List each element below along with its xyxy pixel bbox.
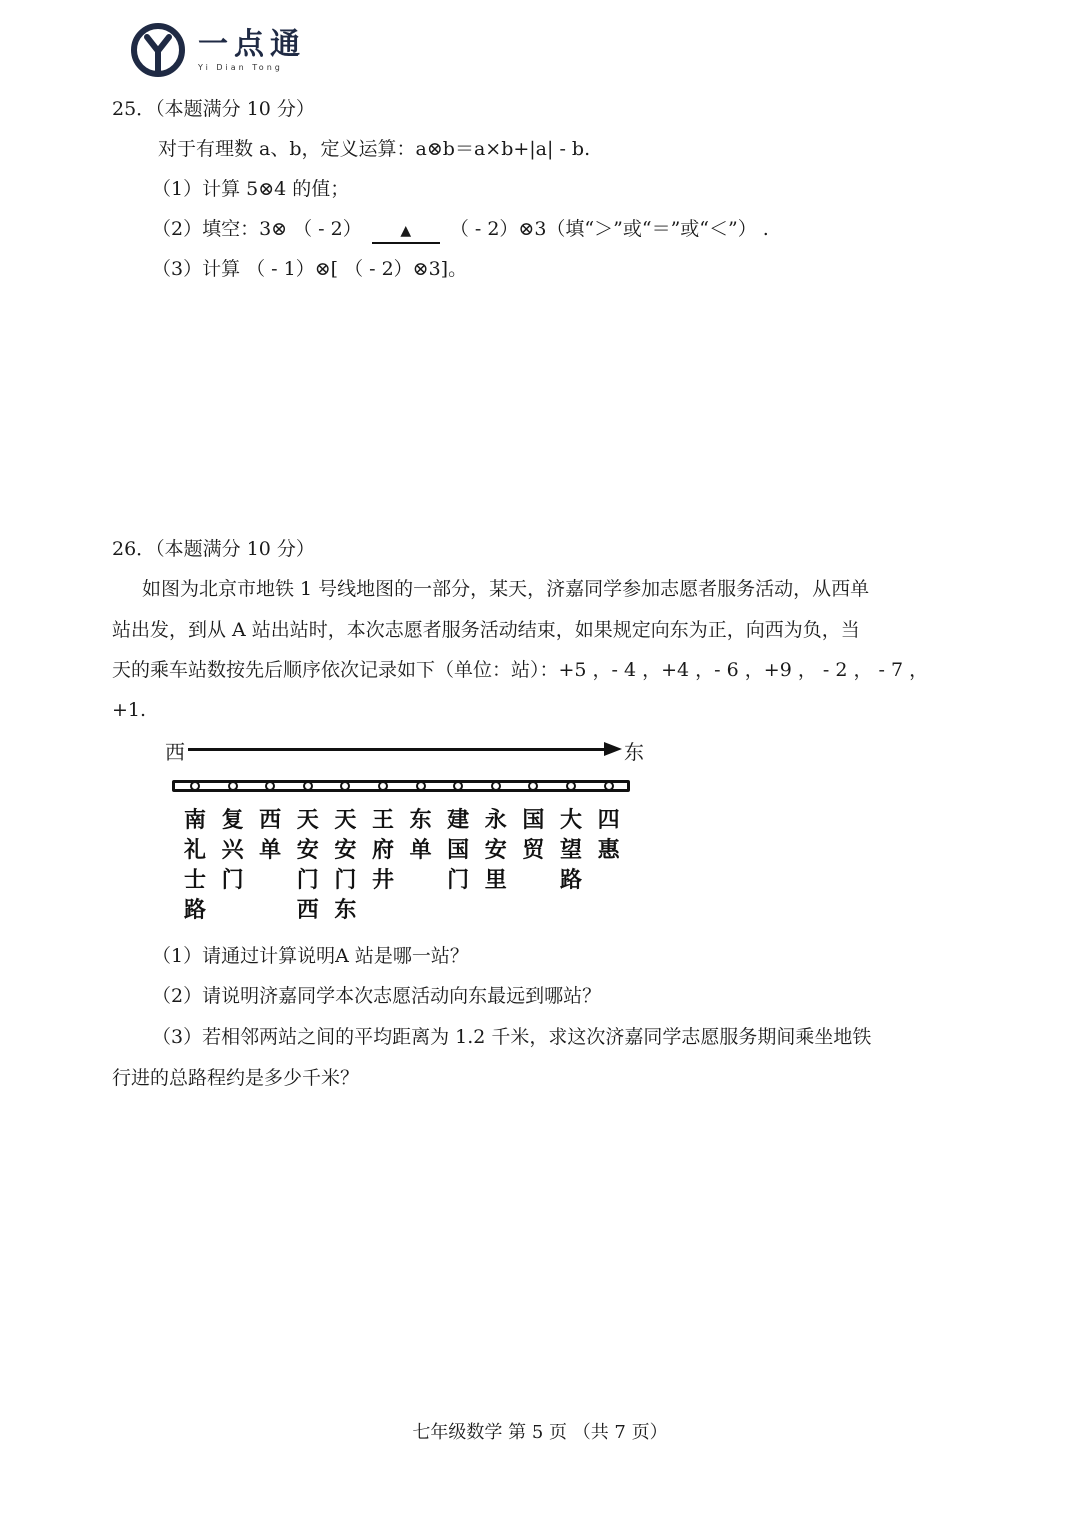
station-name: 复 兴 门 [221,808,244,893]
brand-logo [130,22,306,78]
q25-part2 [152,216,769,244]
q26-part1: （1）请通过计算说明A 站是哪一站？ [152,945,469,967]
station-dot [566,781,576,791]
station-name: 天 安 门 东 [334,808,357,923]
logo-icon [130,22,186,78]
station-name: 南 礼 士 路 [183,808,206,923]
q25-part2-prefix: （2）填空：3⊗ （ - 2） [152,218,362,240]
logo-pinyin: Yi Dian Tong [198,62,283,72]
station-name: 四 惠 [597,808,620,863]
q25-part3: （3）计算 （ - 1）⊗[ （ - 2）⊗3]。 [152,258,468,280]
answer-placeholder-icon: ▲ [400,223,412,239]
q26-part3-line1: （3）若相邻两站之间的平均距离为 1.2 千米，求这次济嘉同学志愿服务期间乘坐地铁 [152,1026,872,1048]
q26-part2: （2）请说明济嘉同学本次志愿活动向东最远到哪站？ [152,985,602,1007]
q26-paragraph-line2: 站出发，到从 A 站出站时，本次志愿者服务活动结束，如果规定向东为正，向西为负，当 [112,619,860,641]
station-name: 建 国 门 [447,808,470,893]
station-dot [303,781,313,791]
page-footer: 七年级数学 第 5 页 （共 7 页） [412,1422,668,1443]
q25-header: 25．（本题满分 10 分） [112,98,315,120]
station-name: 王 府 井 [371,808,394,893]
station-name: 大 望 路 [559,808,582,893]
station-name: 天 安 门 西 [296,808,319,923]
direction-west-label: 西 [165,740,185,764]
station-dot [491,781,501,791]
station-dot [228,781,238,791]
station-dot [378,781,388,791]
subway-line-track [172,780,630,792]
station-dot [416,781,426,791]
station-name: 国 贸 [522,808,545,863]
q25-part2-suffix: （ - 2）⊗3（填“＞”或“＝”或“＜”） . [449,218,769,240]
q26-header: 26．（本题满分 10 分） [112,538,315,560]
q25-definition: 对于有理数 a、b，定义运算：a⊗b＝a×b+|a| - b. [158,138,591,160]
direction-arrow-shaft [188,748,608,751]
station-dot [190,781,200,791]
q26-paragraph-line1: 如图为北京市地铁 1 号线地图的一部分，某天，济嘉同学参加志愿者服务活动，从西单 [142,578,870,600]
direction-east-label: 东 [624,740,644,764]
q26-part3-line2: 行进的总路程约是多少千米？ [112,1067,360,1089]
station-name: 东 单 [409,808,432,863]
station-dot [604,781,614,791]
q25-part1: （1）计算 5⊗4 的值； [152,178,350,200]
logo-name: 一点通 [198,26,306,62]
station-name: 西 单 [259,808,282,863]
q26-paragraph-line3: 天的乘车站数按先后顺序依次记录如下（单位：站）：+5 ，- 4 ，+4 ，- 6 ，+9 ， - 2 ， - 7 ， [112,659,929,681]
direction-arrow-icon [604,742,622,756]
q25-part2-answer-blank[interactable] [372,218,440,244]
station-name: 永 安 里 [484,808,507,893]
q26-paragraph-line4: +1. [112,699,147,721]
